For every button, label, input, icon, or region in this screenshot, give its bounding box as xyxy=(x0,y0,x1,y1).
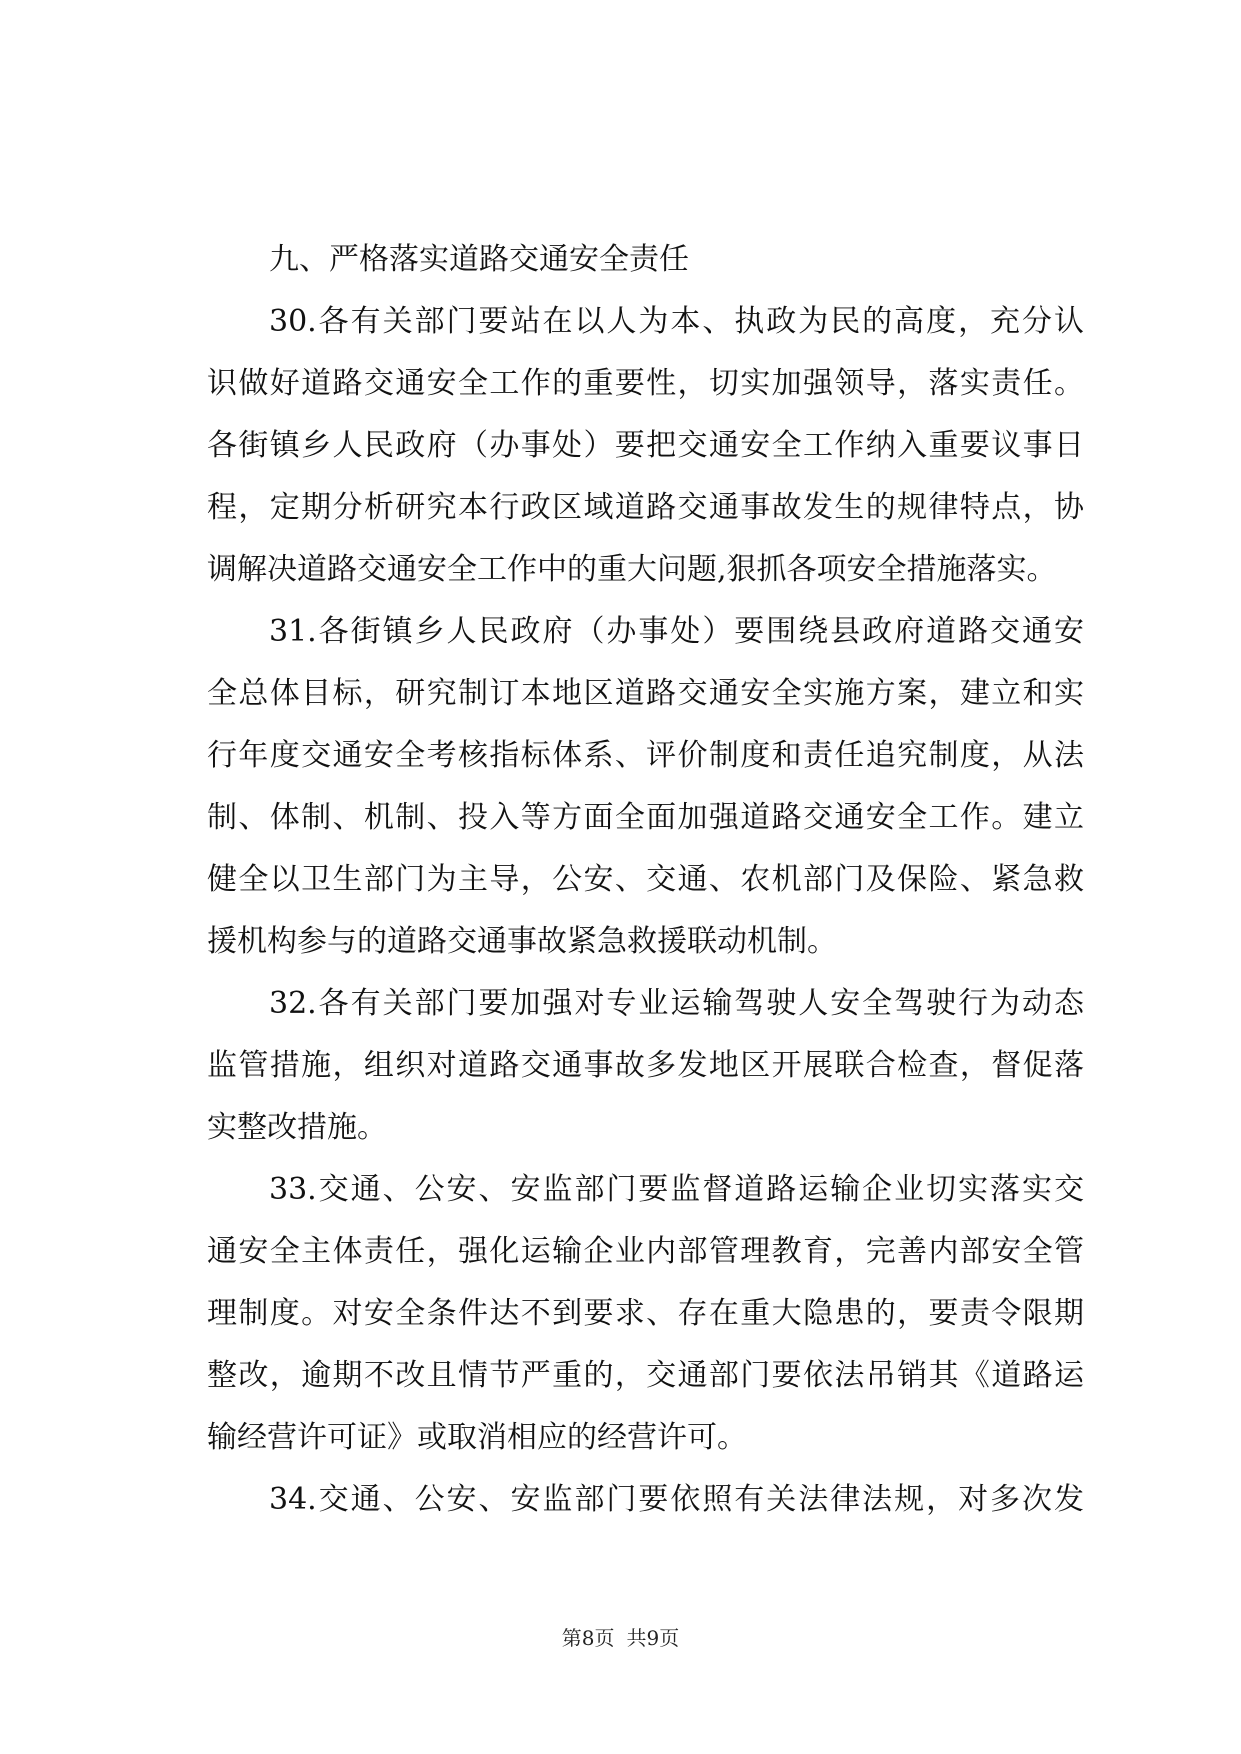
paragraph-line: 30.各有关部门要站在以人为本、执政为民的高度，充分认 xyxy=(269,304,1084,339)
paragraph-line: 实整改措施。 xyxy=(207,1110,387,1145)
paragraph-line: 识做好道路交通安全工作的重要性，切实加强领导，落实责任。 xyxy=(207,366,1084,401)
paragraph-line: 程，定期分析研究本行政区域道路交通事故发生的规律特点，协 xyxy=(207,490,1084,525)
paragraph-line: 输经营许可证》或取消相应的经营许可。 xyxy=(207,1420,747,1455)
paragraph-line: 全总体目标，研究制订本地区道路交通安全实施方案，建立和实 xyxy=(207,676,1084,711)
paragraph-line: 监管措施，组织对道路交通事故多发地区开展联合检查，督促落 xyxy=(207,1048,1084,1083)
page-number: 第8页 xyxy=(561,1626,615,1650)
document-body xyxy=(207,229,1084,1531)
paragraph-line: 通安全主体责任，强化运输企业内部管理教育，完善内部安全管 xyxy=(207,1234,1084,1269)
section-heading: 九、严格落实道路交通安全责任 xyxy=(269,242,689,277)
paragraph-line: 32.各有关部门要加强对专业运输驾驶人安全驾驶行为动态 xyxy=(269,986,1084,1021)
paragraph xyxy=(207,291,1084,601)
paragraph-line: 34.交通、公安、安监部门要依照有关法律法规，对多次发 xyxy=(269,1482,1084,1517)
page-total: 共9页 xyxy=(626,1626,680,1650)
paragraph xyxy=(207,1469,1084,1531)
paragraph-line: 理制度。对安全条件达不到要求、存在重大隐患的，要责令限期 xyxy=(207,1296,1084,1331)
paragraph-line: 援机构参与的道路交通事故紧急救援联动机制。 xyxy=(207,924,837,959)
paragraph-line: 整改，逾期不改且情节严重的，交通部门要依法吊销其《道路运 xyxy=(207,1358,1084,1393)
paragraph-line: 健全以卫生部门为主导，公安、交通、农机部门及保险、紧急救 xyxy=(207,862,1084,897)
paragraph-line: 33.交通、公安、安监部门要监督道路运输企业切实落实交 xyxy=(269,1172,1084,1207)
paragraph-line: 调解决道路交通安全工作中的重大问题,狠抓各项安全措施落实。 xyxy=(207,552,1057,587)
paragraph xyxy=(207,601,1084,973)
paragraph xyxy=(207,973,1084,1159)
paragraph-line: 制、体制、机制、投入等方面全面加强道路交通安全工作。建立 xyxy=(207,800,1084,835)
paragraph xyxy=(207,1159,1084,1469)
paragraph-line: 各街镇乡人民政府（办事处）要把交通安全工作纳入重要议事日 xyxy=(207,428,1084,463)
page-footer xyxy=(0,1622,1241,1651)
paragraph-line: 31.各街镇乡人民政府（办事处）要围绕县政府道路交通安 xyxy=(269,614,1084,649)
paragraph-line: 行年度交通安全考核指标体系、评价制度和责任追究制度，从法 xyxy=(207,738,1084,773)
